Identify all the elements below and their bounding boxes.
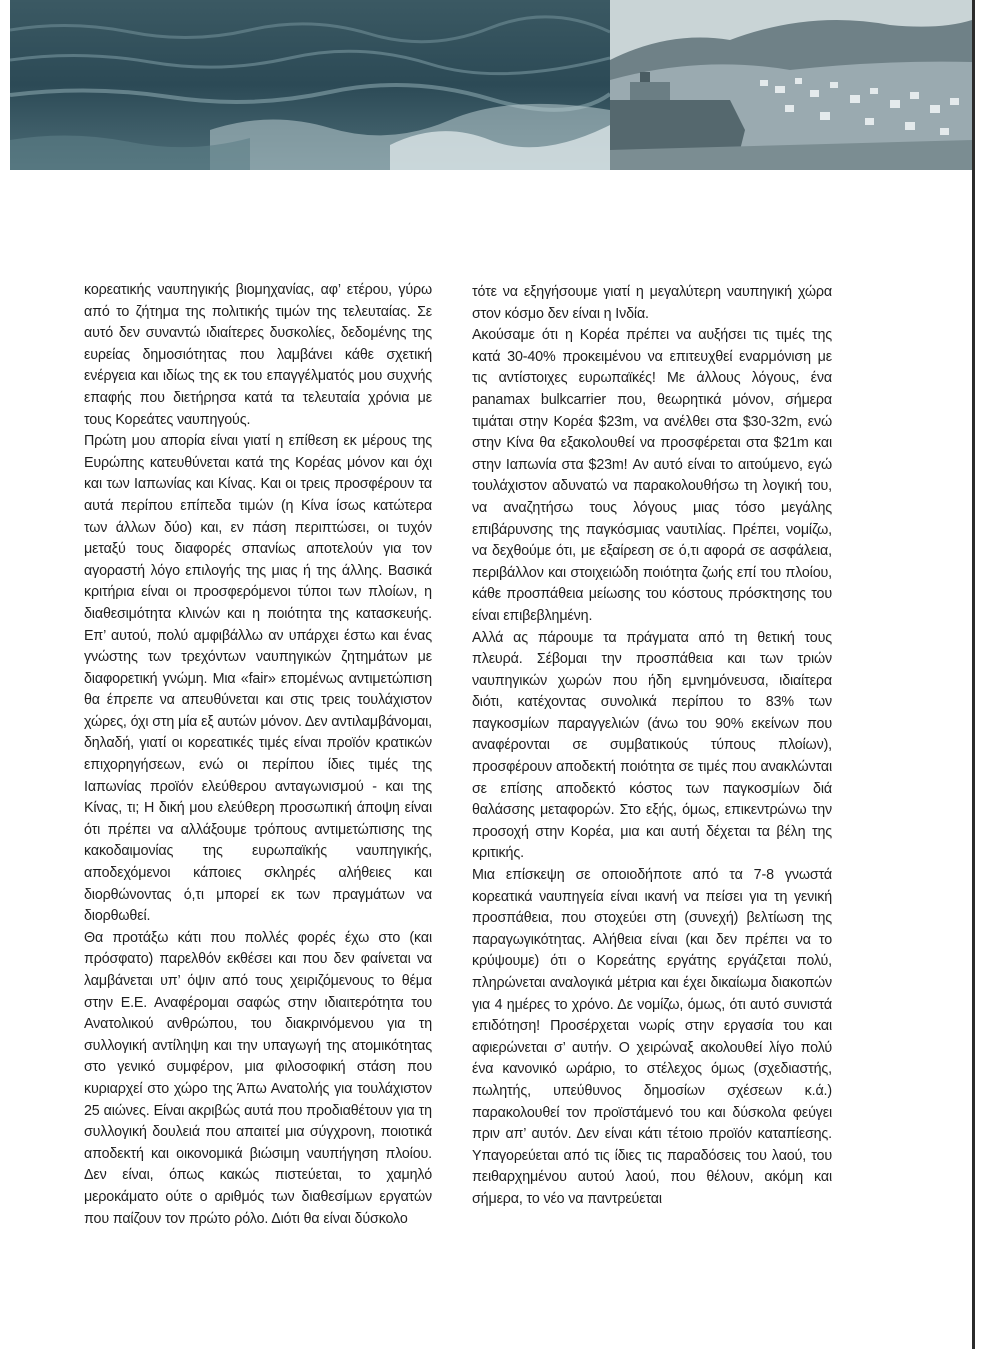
paragraph: κορεατικής ναυπηγικής βιομηχανίας, αφ’ ετέρου, γύρω από το ζήτημα της πολιτικής τιμών της τελευταίας. Σε αυτό δεν συναντώ ιδιαίτερες δυσκολίες, δεδομένης της ευρείας δημοσιότητας που λαμβάνει κάθε σχετική ενέργεια και ιδίως της εκ του επαγγέλματός μου συχνής επαφής που διετήρησα κατά τα τελευταία χρόνια με τους Κορεάτες ναυπηγούς. [84, 282, 432, 428]
harbor-city-image [610, 0, 972, 170]
paragraph: τότε να εξηγήσουμε γιατί η μεγαλύτερη ναυπηγική χώρα στον κόσμο δεν είναι η Ινδία. [472, 284, 832, 322]
article-left-column [84, 280, 432, 1230]
sea-waves-image [10, 0, 610, 170]
paragraph: Αλλά ας πάρουμε τα πράγματα από τη θετική τους πλευρά. Σέβομαι την προσπάθεια και των τριών ναυπηγικών χωρών που ήδη εμνημόνευσα, ιδιαίτερα διότι, κατέχοντας συνολικά περίπου το 83% των παγκοσμίων παραγγελιών (άνω του 90% εκείνων που αναφέρονται σε συμβατικούς τύπους πλοίων), προσφέρουν αποδεκτή ποιότητα σε τιμές που ανακλώνται σε επίσης αποδεκτό κόστος των παγκοσμίων διά θαλάσσης μεταφορών. Στο εξής, όμως, επικεντρώνω την προσοχή στην Κορέα, μια και αυτή δέχεται τα βέλη της κριτικής. [472, 629, 832, 862]
paragraph: Μια επίσκεψη σε οποιοδήποτε από τα 7-8 γνωστά κορεατικά ναυπηγεία είναι ικανή να πείσει για τη γενική προσπάθεια, που στοχεύει στη (συνεχή) βελτίωση της παραγωγικότητας. Αλήθεια είναι (και δεν πρέπει να το κρύψουμε) ότι ο Κορεάτης εργάτης εργάζεται πολύ, πληρώνεται αναλογικά μέτρια και έχει δικαίωμα διακοπών για 4 ημέρες το χρόνο. Δε νομίζω, όμως, ότι αυτό συνιστά επιδότηση! Προσέρχεται νωρίς στην εργασία του και αφιερώνεται σ’ αυτήν. Ο χειρώναξ ακολουθεί λίγο πολύ ένα κανονικό ωράριο, το στέλεχος όμως (σχεδιαστής, πωλητής, υπεύθυνος δημοσίων σχέσεων κ.ά.) παρακολουθεί τον προϊστάμενό του και δύσκολα φεύγει πριν απ’ αυτόν. Δεν είναι κάτι τέτοιο προϊόν καταπίεσης. Υπαγορεύεται από τις ίδιες τις παραδόσεις του λαού, του πειθαρχημένου αυτού λαού, που θέλουν, ακόμη και σήμερα, το νέο να παντρεύεται [472, 867, 832, 1207]
header-banner [10, 0, 972, 170]
paragraph: Θα προτάξω κάτι που πολλές φορές έχω στο (και πρόσφατο) παρελθόν εκθέσει και που δεν φαίνεται να λαμβάνεται υπ’ όψιν από τους χειριζόμενους το θέμα στην Ε.Ε. Αναφέρομαι σαφώς στην ιδιαιτερότητα του Ανατολικού ανθρώπου, του διακρινόμενου για τη συλλογική αντίληψη και την υπαγωγή της ατομικότητας στο γενικό συμφέρον, μια φιλοσοφική στάση που κυριαρχεί στο χώρο της Άπω Ανατολής για τουλάχιστον 25 αιώνες. Είναι ακριβώς αυτά που προδιαθέτουν για τη συλλογική δουλειά που απαιτεί μια σύγχρονη, ποιοτικά αποδεκτή και οικονομικά βιώσιμη ναυπήγηση πλοίου. Δεν είναι, όπως κακώς πιστεύεται, το χαμηλό μεροκάματο ούτε ο αριθμός των διαθεσίμων εργατών που παίζουν τον πρώτο ρόλο. Διότι θα είναι δύσκολο [84, 929, 432, 1227]
page-edge [972, 0, 975, 1349]
paragraph: Πρώτη μου απορία είναι γιατί η επίθεση εκ μέρους της Ευρώπης κατευθύνεται κατά της Κορέας μόνον και όχι και των Ιαπωνίας και Κίνας. Και οι τρεις προσφέρουν τα αυτά περίπου επίπεδα τιμών (η Κίνα ίσως κατώτερα των άλλων δύο) και, εν πάση περιπτώσει, οι τυχόν μεταξύ τους διαφορές σπανίως αποτελούν για τον αγοραστή λόγο επιλογής της μιας ή της άλλης. Βασικά κριτήρια είναι οι προσφερόμενοι τύποι των πλοίων, η διαθεσιμότητα κλινών και η ποιότητα της κατασκευής. Επ’ αυτού, πολύ αμφιβάλλω αν υπάρχει έστω και ένας γνώστης των τρεχόντων ναυπηγικών ζητημάτων με διαφορετική γνώμη. Μια «fair» επομένως αντιμετώπιση θα έπρεπε να απευθύνεται και στις τρεις τουλάχιστον χώρες, όχι στη μία εξ αυτών μόνον. Δεν αντιλαμβάνομαι, δηλαδή, γιατί οι κορεατικές τιμές είναι προϊόν κρατικών επιχορηγήσεων, ενώ οι περίπου ίδιες τιμές της Ιαπωνίας προϊόν ελεύθερου ανταγωνισμού - και της Κίνας, τι; Η δική μου ελεύθερη προσωπική άποψη είναι ότι πρέπει να αλλάξουμε τρόπους αντιμετώπισης της κακοδαιμονίας της ευρωπαϊκής ναυπηγικής, αποδεχόμενοι κάποιες σκληρές αλήθειες και διορθώνοντας ό,τι μπορεί εκ των πραγμάτων να διορθωθεί. [84, 433, 432, 925]
article-right-column [472, 282, 832, 1211]
paragraph: Ακούσαμε ότι η Κορέα πρέπει να αυξήσει τις τιμές της κατά 30-40% προκειμένου να επιτευχθεί εναρμόνιση με τις αντίστοιχες ευρωπαϊκές! Με άλλους λόγους, ένα panamax bulkcarrier που, θεωρητικά μόνον, σήμερα τιμάται στην Κορέα $23m, να ανέλθει στα $30-32m, ενώ στην Κίνα θα εξακολουθεί να προσφέρεται στα $21m και στην Ιαπωνία στα $23m! Αν αυτό είναι το αιτούμενο, εγώ τουλάχιστον αδυνατώ να παρακολουθήσω τη λογική του, να αναζητήσω τους λόγους μιας τόσο μεγάλης επιβάρυνσης της παγκόσμιας ναυτιλίας. Πρέπει, νομίζω, να δεχθούμε ότι, με εξαίρεση σε ό,τι αφορά σε ασφάλεια, περιβάλλον και στοιχειώδη ποιότητα ζωής επί του πλοίου, κάθε προσπάθεια μείωσης του κόστους πρόσκτησης του είναι επιβεβλημένη. [472, 327, 832, 624]
